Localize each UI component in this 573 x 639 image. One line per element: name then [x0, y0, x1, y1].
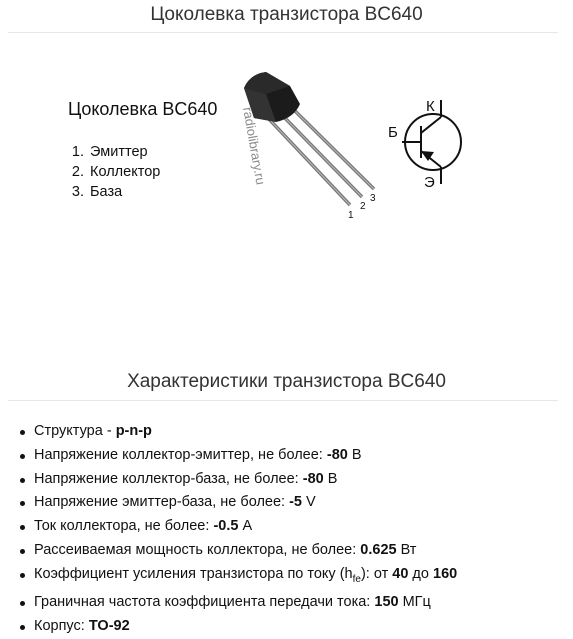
watermark: radiolibrary.ru: [240, 105, 269, 186]
pin-name: База: [90, 184, 123, 200]
pin-name: Эмиттер: [90, 144, 148, 160]
specs-list: [14, 420, 457, 639]
pin-item: 1. Эмиттер: [71, 144, 148, 160]
leg-number: 3: [370, 193, 376, 204]
emitter-label: Э: [424, 174, 435, 191]
specs-title: Характеристики транзистора BC640: [127, 371, 446, 392]
to92-package-image: [244, 72, 374, 205]
leg-number: 2: [360, 201, 366, 212]
page-title: Цоколевка транзистора BC640: [150, 4, 423, 25]
spec-item-ic: Ток коллектора, не более: -0.5 А: [14, 515, 457, 539]
pin-item: 3. База: [71, 184, 123, 200]
spec-item-veb: Напряжение эмиттер-база, не более: -5 V: [14, 491, 457, 515]
spec-item-frequency: Граничная частота коэффициента передачи тока: 150 МГц: [14, 591, 457, 615]
spec-item-vcb: Напряжение коллектор-база, не более: -80 В: [14, 468, 457, 492]
spec-item-power: Рассеиваемая мощность коллектора, не более: 0.625 Вт: [14, 539, 457, 563]
pin-item: 2. Коллектор: [71, 164, 161, 180]
leg-number: 1: [348, 210, 354, 221]
spec-item-vce: Напряжение коллектор-эмиттер, не более: -80 В: [14, 444, 457, 468]
specs-divider: [8, 400, 558, 401]
pinout-heading: Цоколевка BC640: [68, 99, 218, 119]
spec-item-package: Корпус: TO-92: [14, 615, 457, 639]
spec-item-structure: Структура - p-n-p: [14, 420, 457, 444]
collector-label: К: [426, 98, 435, 115]
base-label: Б: [388, 124, 398, 141]
pin-name: Коллектор: [90, 164, 161, 180]
spec-item-gain: Коэффициент усиления транзистора по току $(h_{fe})$: от 40 до 160: [14, 563, 457, 592]
